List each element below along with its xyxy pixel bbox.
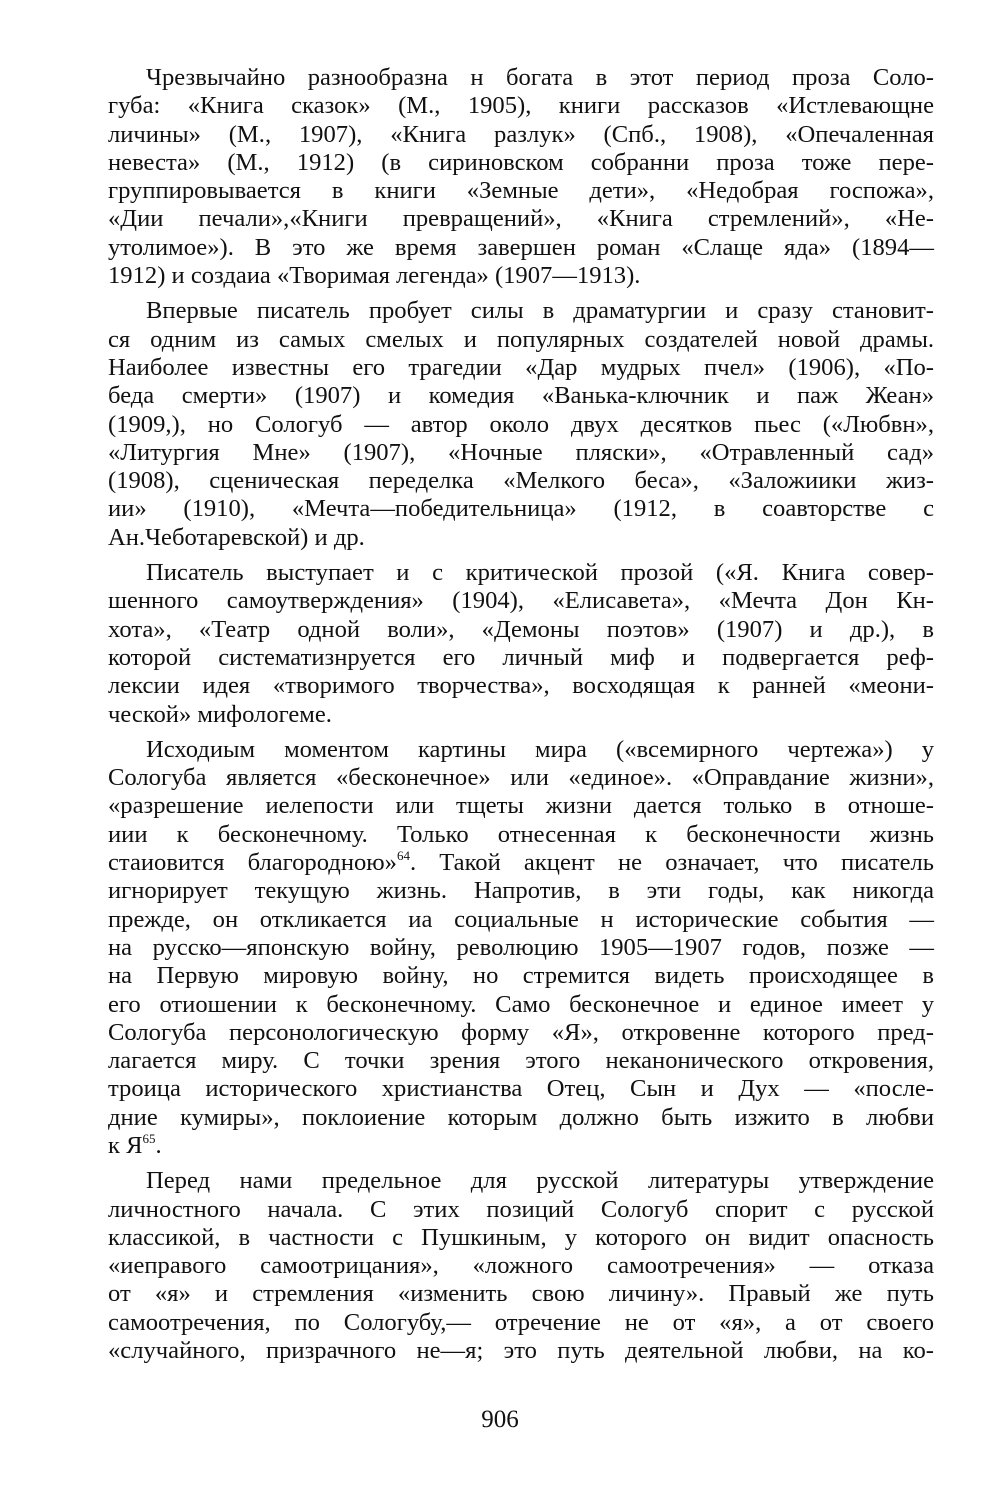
- text-line: классикой, в частности с Пушкиным, у которого он видит опасность: [108, 1223, 934, 1251]
- text-line: 1912) и создаиа «Творимая легенда» (1907—1913).: [108, 262, 641, 290]
- paragraph-4: [108, 736, 934, 1160]
- text-line: прежде, он откликается иа социальные н исторические события —: [108, 905, 934, 933]
- page-body: [108, 64, 934, 1372]
- text-line: (1908), сценическая переделка «Мелкого беса», «Заложиики жиз-: [108, 467, 934, 495]
- footnote-ref-65[interactable]: 65: [142, 1130, 156, 1146]
- text-line: от «я» и стремления «изменить свою личину». Правый же путь: [108, 1280, 934, 1308]
- text-line: губа: «Книга сказок» (М., 1905), книги рассказов «Истлевающне: [108, 92, 934, 120]
- text-line: лагается миру. С точки зрения этого неканонического откровения,: [108, 1047, 934, 1075]
- text-line: на Первую мировую войну, но стремится видеть происходящее в: [108, 962, 934, 990]
- text-line: Наиболее известны его трагедии «Дар мудрых пчел» (1906), «По-: [108, 353, 934, 381]
- text-line: личины» (М., 1907), «Книга разлук» (Спб., 1908), «Опечаленная: [108, 120, 934, 148]
- text-line: Перед нами предельное для русской литературы утверждение: [146, 1167, 934, 1195]
- text-line: которой систематизнруется его личный миф и подвергается реф-: [108, 643, 934, 671]
- paragraph-1: [108, 64, 934, 290]
- page-number: 906: [481, 1406, 519, 1433]
- text-line: его отиошении к бесконечному. Само бесконечное и единое имеет у: [108, 990, 934, 1018]
- text-line: Впервые писатель пробует силы в драматургии и сразу становит-: [146, 297, 934, 325]
- text-segment: к Я: [108, 1131, 143, 1159]
- text-line: (1909,), но Сологуб — автор около двух десятков пьес («Любвн»,: [108, 410, 934, 438]
- text-line: «Литургия Мне» (1907), «Ночные пляски», «Отравленный сад»: [108, 438, 934, 466]
- text-line: ческой» мифологеме.: [108, 700, 332, 728]
- text-line: ии» (1910), «Мечта—победительница» (1912, в соавторстве с: [108, 495, 934, 523]
- text-line: «разрешение иелепости или тщеты жизни дается только в отноше-: [108, 792, 934, 820]
- paragraph-2: [108, 297, 934, 552]
- text-line: игнорирует текущую жизнь. Напротив, в эти годы, как никогда: [108, 877, 934, 905]
- text-line: Ан.Чеботаревской) и др.: [108, 523, 365, 551]
- text-line: Чрезвычайно разнообразна н богата в этот период проза Соло-: [146, 64, 934, 91]
- text-line: Сологуба персонологическую форму «Я», откровенне которого пред-: [108, 1018, 934, 1046]
- text-line: троица исторического христианства Отец, Сын и Дух — «после-: [108, 1075, 934, 1103]
- text-line: иии к бесконечному. Только отнесенная к бесконечности жизнь: [108, 820, 934, 848]
- text-line: утолимое»). В это же время завершен роман «Слаще яда» (1894—: [108, 233, 934, 261]
- text-line: самоотречения, по Сологубу,— отречение не от «я», а от своего: [108, 1308, 934, 1336]
- text-line: невеста» (М., 1912) (в сириновском собранни проза тоже пере-: [108, 148, 934, 176]
- text-line: Исходиым моментом картины мира («всемирного чертежа») у: [146, 735, 934, 763]
- text-line: «иеправого самоотрицания», «ложного самоотречения» — отказа: [108, 1252, 934, 1280]
- paragraph-3: [108, 559, 934, 729]
- text-line: ся одним из самых смелых и популярных создателей новой драмы.: [108, 325, 934, 353]
- text-line-with-footnote: [108, 1132, 934, 1160]
- text-line: беда смерти» (1907) и комедия «Ванька-ключник и паж Жеан»: [108, 382, 934, 410]
- text-line: хота», «Театр одной воли», «Демоны поэтов» (1907) и др.), в: [108, 615, 934, 643]
- text-segment: .: [155, 1131, 162, 1159]
- text-line: группировывается в книги «Земные дети», «Недобрая госпожа»,: [108, 177, 934, 205]
- text-segment: стаиовится благородною»: [108, 849, 397, 877]
- footnote-ref-64[interactable]: 64: [396, 848, 410, 864]
- text-line: дние кумиры», поклоиение которым должно быть изжито в любви: [108, 1103, 934, 1131]
- paragraph-5: [108, 1167, 934, 1365]
- text-line: Писатель выступает и с критической прозой («Я. Книга совер-: [146, 559, 934, 587]
- text-line-with-footnote: [108, 849, 934, 877]
- text-line: шенного самоутверждения» (1904), «Елисавета», «Мечта Дон Кн-: [108, 587, 934, 615]
- text-segment: . Такой акцент не означает, что писатель: [409, 849, 934, 877]
- text-line: «Дии печали»,«Книги превращений», «Книга стремлений», «Не-: [108, 205, 934, 233]
- text-line: личностного начала. С этих позиций Сологуб спорит с русской: [108, 1195, 934, 1223]
- text-line: «случайного, призрачного не—я; это путь деятельной любви, на ко-: [108, 1337, 934, 1365]
- text-line: лексии идея «творимого творчества», восходящая к ранней «меони-: [108, 672, 934, 700]
- text-line: Сологуба является «бесконечное» или «единое». «Оправдание жизни»,: [108, 764, 934, 792]
- text-line: на русско—японскую войну, революцию 1905—1907 годов, позже —: [108, 933, 934, 961]
